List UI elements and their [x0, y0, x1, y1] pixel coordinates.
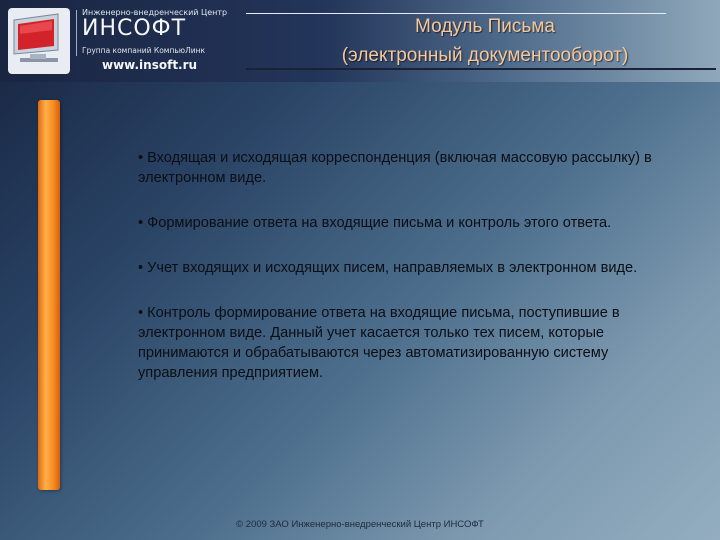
footer-copyright: © 2009 ЗАО Инженерно-внедренческий Центр ИНСОФТ: [236, 519, 484, 530]
monitor-logo-icon: [6, 6, 72, 76]
list-item: [138, 258, 678, 278]
bullet-mark: •: [138, 215, 144, 231]
bullet-text: Формирование ответа на входящие письма и контроль этого ответа.: [147, 215, 612, 231]
bullet-text: Учет входящих и исходящих писем, направляемых в электронном виде.: [147, 260, 638, 276]
bullet-mark: •: [138, 260, 144, 276]
accent-bar: [38, 100, 60, 490]
list-item: [138, 303, 678, 383]
slide-title-line1: Модуль Письма: [415, 16, 555, 37]
logo-company-line: Инженерно-внедренческий Центр: [82, 8, 228, 17]
company-logo[interactable]: [6, 6, 234, 78]
list-item: [138, 148, 678, 188]
bullet-text: Контроль формирование ответа на входящие письма, поступившие в электронном виде. Данный учет касается только тех писем, которые принимаются и обрабатываются через автоматизированную систему управления предприятием.: [138, 305, 620, 381]
slide-title: [290, 12, 680, 70]
logo-name: ИНСОФТ: [82, 16, 187, 41]
logo-divider: [76, 10, 77, 56]
logo-group-line: Группа компаний КомпьюЛинк: [82, 46, 206, 55]
list-item: [138, 213, 678, 233]
bullet-text: Входящая и исходящая корреспонденция (включая массовую рассылку) в электронном виде.: [138, 150, 652, 186]
title-rule-bottom: [246, 68, 716, 70]
bullet-mark: •: [138, 305, 144, 321]
bullet-list: [138, 148, 678, 408]
bullet-mark: •: [138, 150, 144, 166]
slide-title-line2: (электронный документооборот): [341, 45, 629, 66]
logo-url-link[interactable]: www.insoft.ru: [102, 58, 198, 72]
